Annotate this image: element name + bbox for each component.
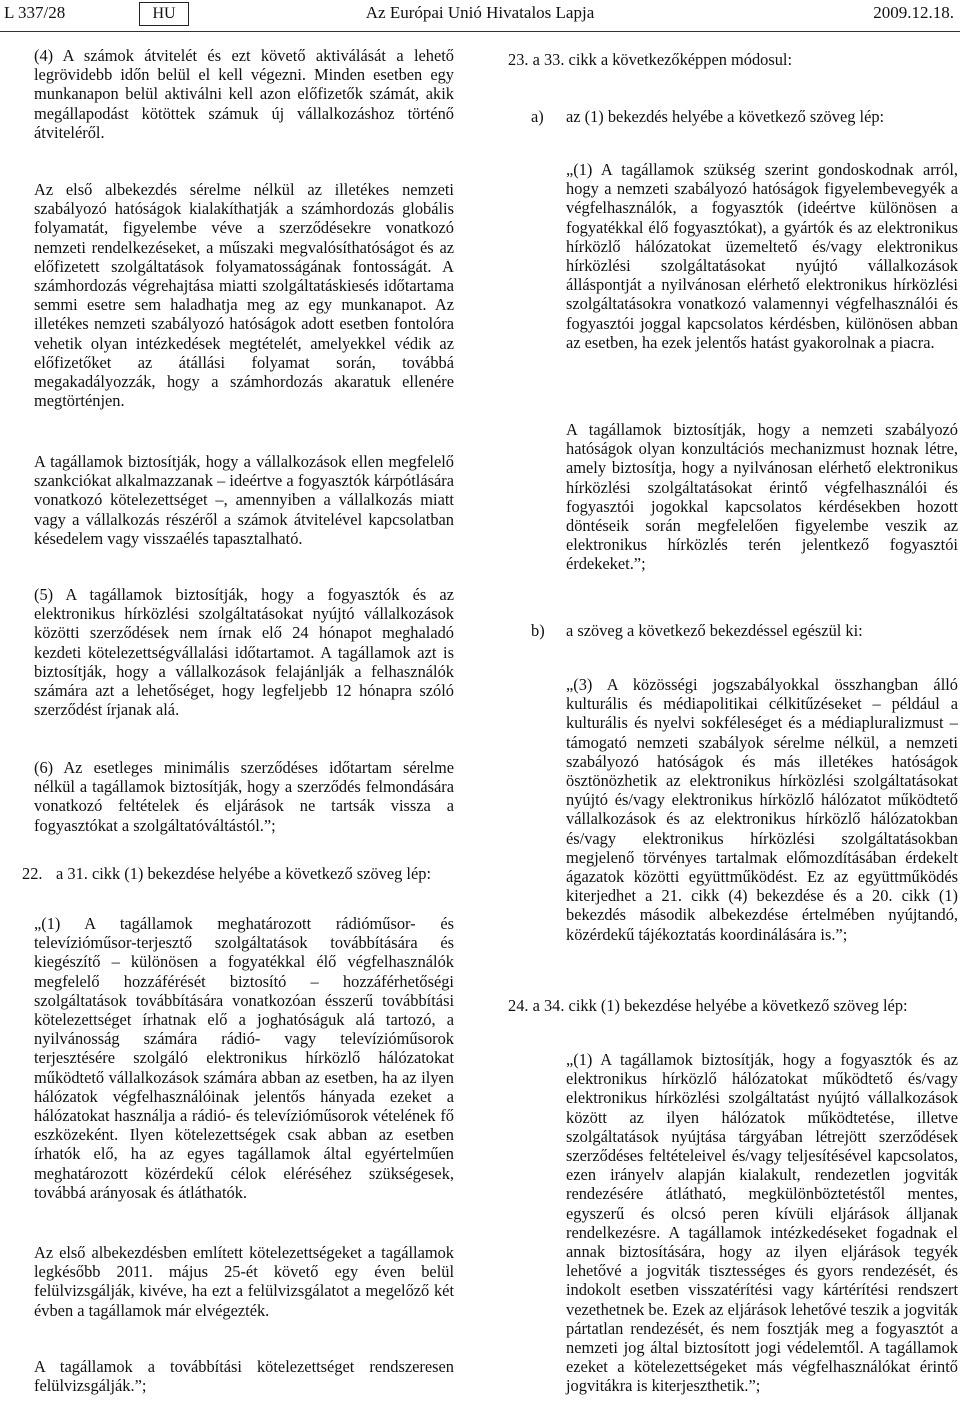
paragraph-6: (6) Az esetleges minimális szerződéses időtartam sérelme nélkül a tagállamok biztosítják, hogy a szerződés felmondására vonatkozó feltételek és eljárások ne tartsák vissza a fogyasztókat a szolgáltatóváltástól.”;	[34, 758, 454, 835]
item-23b-text: a szöveg a következő bekezdéssel egészül ki:	[566, 621, 863, 640]
paragraph-4: (4) A számok átvitelét és ezt követő aktiválását a lehető legrövidebb időn belül el kell végezni. Minden esetben egy munkanapon belül aktiválni kell azon előfizetők számát, akik megállapodást kötöttek számuk új vállalkozáshoz történő átviteléről.	[34, 46, 454, 142]
item-23: 23. a 33. cikk a következőképpen módosul:	[508, 50, 793, 69]
page-reference: L 337/28	[4, 3, 66, 22]
article-31-paragraph-1: „(1) A tagállamok meghatározott rádióműsor- és televízióműsor-terjesztő szolgáltatások továbbítására és kiegészítő – különösen a fogyatékkal élő végfelhasználók megfelelő hozzáférését biztosító – hozzáférhetőségi szolgáltatások továbbítására vonatkozóan ésszerű továbbítási kötelezettséget írhatnak elő a joghatóságuk alá tartozó, a nyilvánosság számára rádió- vagy televízióműsorok terjesztésére szolgáló elektronikus hírközlő hálózatokat működtető vállalkozások számára abban az esetben, ha az ilyen hálózatok végfelhasználóinak jelentős hányada ezeket a hálózatokat használja a rádió- és televízióműsorok vételének fő eszközeként. Ilyen kötelezettségek csak abban az esetben írhatók elő, ha az egyes tagállamok által egyértelműen meghatározott közérdekű célok eléréséhez szükségesek, továbbá arányosak és átláthatók.	[34, 914, 454, 1202]
item-22-text: a 31. cikk (1) bekezdése helyébe a következő szöveg lép:	[56, 864, 431, 883]
article-31-subparagraph-3: A tagállamok a továbbítási kötelezettséget rendszeresen felülvizsgálják.”;	[34, 1357, 454, 1396]
article-31-subparagraph-2: Az első albekezdésben említett kötelezettségeket a tagállamok legkésőbb 2011. május 25-ét követő egy éven belül felülvizsgálják, kivéve, ha ezt a felülvizsgálatot a megelőző két évben a tagállamok már elvégezték.	[34, 1243, 454, 1320]
paragraph-4-subparagraph-3: A tagállamok biztosítják, hogy a vállalkozások ellen megfelelő szankciókat alkalmazzanak – ideértve a fogyasztók kárpótlására vonatkozó kötelezettséget –, amennyiben a vállalkozás miatt vagy a vállalkozás részéről a számok átvitelével kapcsolatban késedelem vagy visszaélés tapasztalható.	[34, 452, 454, 548]
item-24: 24. a 34. cikk (1) bekezdése helyébe a következő szöveg lép:	[508, 996, 908, 1015]
article-33-paragraph-1-subparagraph-2: A tagállamok biztosítják, hogy a nemzeti szabályozó hatóságok olyan konzultációs mechanizmust hoznak létre, amely biztosítja, hogy a nyilvánosan elérhető elektronikus hírközlési szolgáltatásokat érintő végfelhasználói és fogyasztói jogokkal kapcsolatos kérdésekben hozott döntéseik során megfelelően figyelembe veszik az elektronikus hírközlés terén jelentkező fogyasztói érdekeket.”;	[566, 420, 958, 574]
paragraph-4-subparagraph-2: Az első albekezdés sérelme nélkül az illetékes nemzeti szabályozó hatóságok kialakíthatják a számhordozás globális folyamatát, figyelembe véve a szerződésekre vonatkozó nemzeti rendelkezéseket, a műszaki megvalósíthatóságot és az előfizetett szolgáltatások folyamatosságának fontosságát. A számhordozás végrehajtása miatti szolgáltatáskiesés időtartama semmi esetre sem haladhatja meg az egy munkanapot. Az illetékes nemzeti szabályozó hatóságok adott esetben fontolóra vehetik olyan intézkedések megtételét, amelyekkel védik az előfizetőket az átállási folyamat során, továbbá megakadályozzák, hogy a számhordozás akaratuk ellenére megtörténjen.	[34, 180, 454, 411]
language-badge: HU	[139, 2, 189, 26]
journal-title: Az Európai Unió Hivatalos Lapja	[365, 3, 595, 22]
header-divider	[0, 31, 960, 32]
article-33-paragraph-3: „(3) A közösségi jogszabályokkal összhangban álló kulturális és médiapolitikai célkitűzéseket – például a kulturális és nyelvi sokféleséget és a médiapluralizmust – támogató nemzeti szabályok sérelme nélkül, a nemzeti szabályozó hatóságok és más illetékes hatóságok ösztönözhetik az elektronikus hírközlési szolgáltatásokat nyújtó és/vagy elektronikus hírközlő hálózatot működtető vállalkozások és az elektronikus hírközlő hálózatokban és/vagy elektronikus hírközlési szolgáltatásokban megjelenő törvényes tartalmak előmozdításában érdekelt ágazatok közötti együttműködést. Ez az együttműködés kiterjedhet a 21. cikk (4) bekezdése és a 20. cikk (1) bekezdés második albekezdése értelmében nyújtandó, közérdekű tájékoztatás koordinálására is.”;	[566, 675, 958, 944]
item-23b-label: b)	[531, 621, 545, 640]
publication-date: 2009.12.18.	[873, 3, 954, 22]
article-33-paragraph-1: „(1) A tagállamok szükség szerint gondoskodnak arról, hogy a nemzeti szabályozó hatóságok figyelembevegyék a végfelhasználók, a fogyasztók (ideértve különösen a fogyatékkal élő fogyasztókat), a gyártók és az elektronikus hírközlő hálózatokat üzemeltető és/vagy elektronikus hírközlési szolgáltatásokat nyújtó vállalkozások álláspontját a nyilvánosan elérhető elektronikus hírközlési szolgáltatásokra vonatkozó valamennyi végfelhasználói és fogyasztói joggal kapcsolatos kérdésben, különösen abban az esetben, ha ezek jelentős hatást gyakorolnak a piacra.	[566, 160, 958, 352]
item-23a-label: a)	[531, 107, 544, 126]
article-34-paragraph-1: „(1) A tagállamok biztosítják, hogy a fogyasztók és az elektronikus hírközlő hálózatokat működtető és/vagy elektronikus hírközlési szolgáltatást nyújtó vállalkozások között az ilyen hálózatok működtetése, illetve szolgáltatások nyújtása tárgyában létrejött szerződések szerződéses feltételeivel és/vagy teljesítésével kapcsolatos, ezen irányelv alapján kialakult, rendezetlen jogviták rendezésére átlátható, megkülönböztetéstől mentes, egyszerű és olcsó peren kívüli eljárások álljanak rendelkezésre. A tagállamok intézkedéseket fogadnak el annak biztosítására, hogy az ilyen eljárások tegyék lehetővé a jogviták tisztességes és gyors rendezését, és indokolt esetben visszatérítési vagy kártérítési rendszert vezethetnek be. Ezek az eljárások lehetővé teszik a jogviták pártatlan rendezését, és nem fosztják meg a fogyasztót a nemzeti jog által biztosított jogi védelemtől. A tagállamok ezeket a kötelezettségeket más végfelhasználókat érintő jogvitákra is kiterjeszthetik.”;	[566, 1050, 958, 1396]
item-22-number: 22.	[22, 864, 43, 883]
page-header	[0, 0, 960, 30]
paragraph-5: (5) A tagállamok biztosítják, hogy a fogyasztók és az elektronikus hírközlési szolgáltatásokat nyújtó vállalkozások közötti szerződések nem írnak elő 24 hónapot meghaladó kezdeti kötelezettségvállalási időtartamot. A tagállamok azt is biztosítják, hogy a vállalkozások felajánlják a felhasználók számára azt a lehetőséget, hogy legfeljebb 12 hónapra szóló szerződést írjanak alá.	[34, 585, 454, 720]
item-23a-text: az (1) bekezdés helyébe a következő szöveg lép:	[566, 107, 885, 126]
